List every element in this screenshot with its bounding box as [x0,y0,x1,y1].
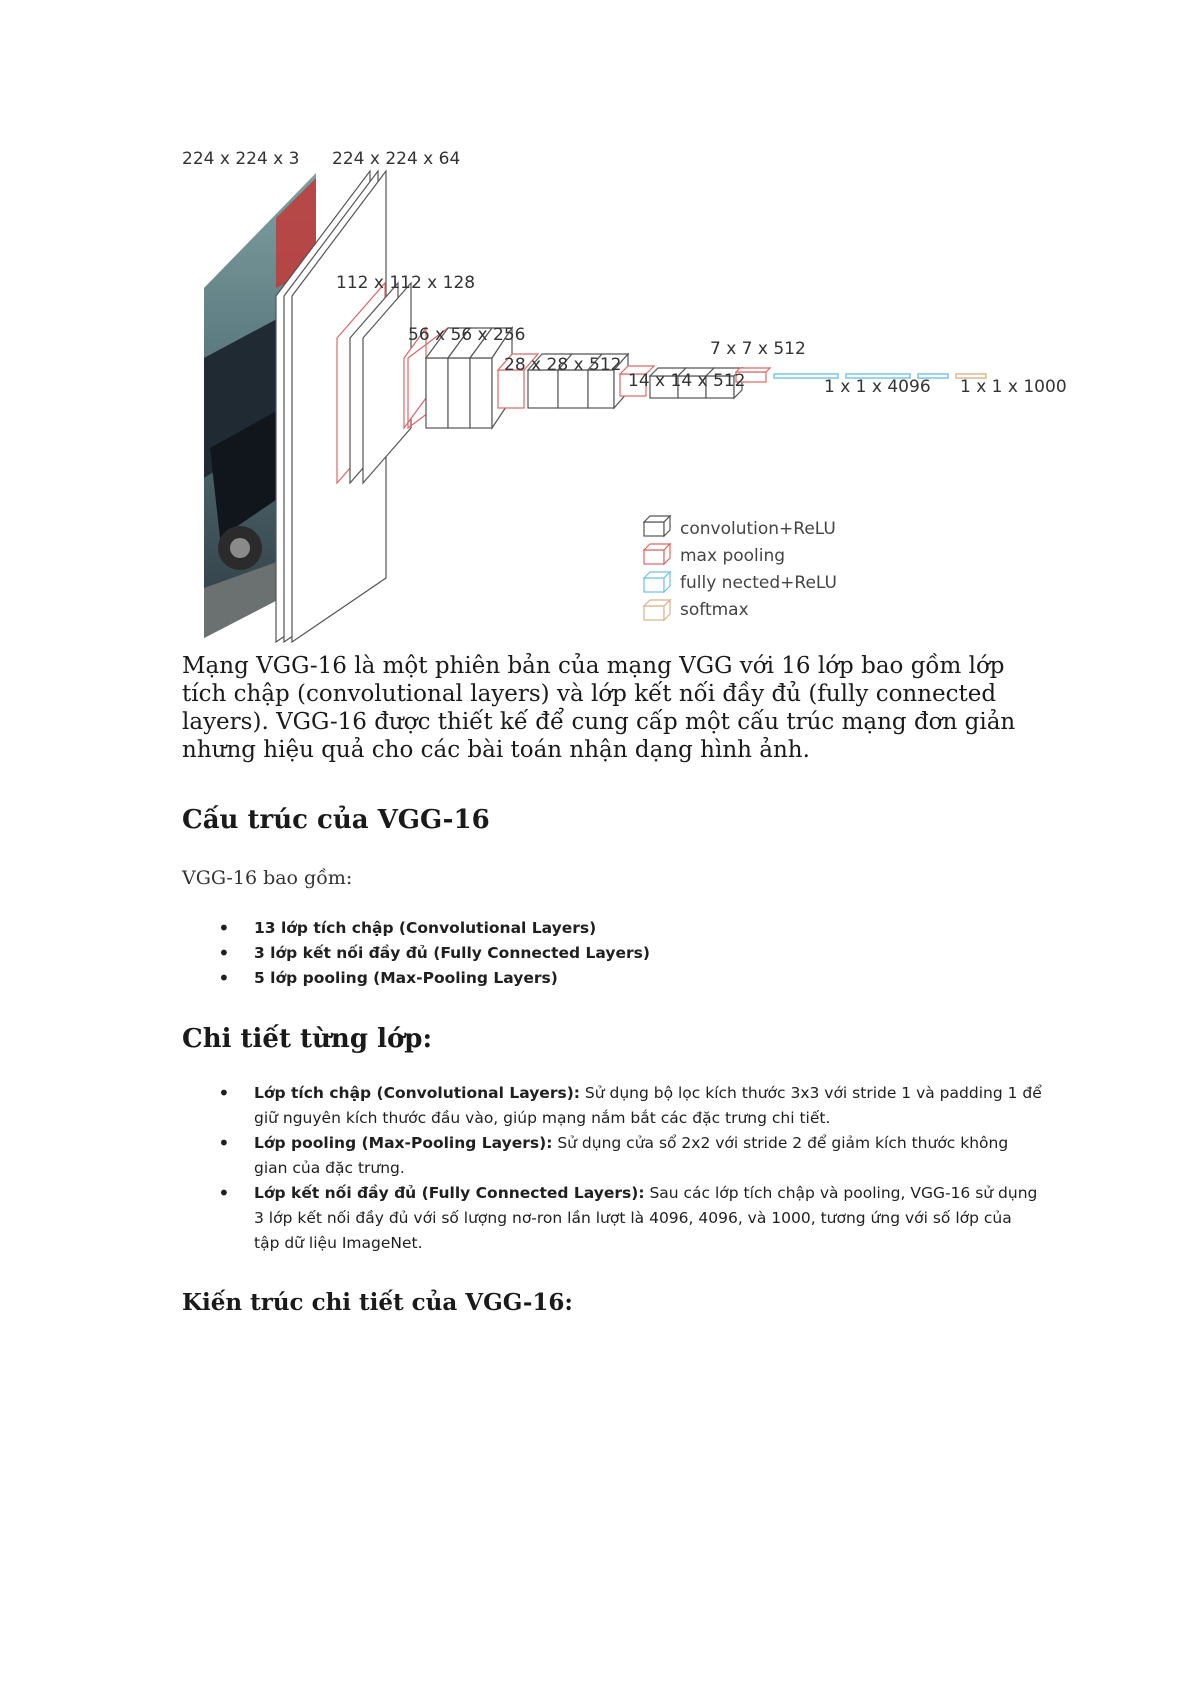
legend-conv-label: convolution+ReLU [680,519,836,539]
list-item: • Lớp tích chập (Convolutional Layers): Sử dụng bộ lọc kích thước 3x3 với stride 1 và padding 1 để giữ nguyên kích thước đầu vào, giúp mạng nắm bắt các đặc trưng chi tiết. [254,1081,1042,1131]
label-conv1: 224 x 224 x 64 [332,149,461,169]
vgg16-diagram [180,148,1080,644]
legend [644,516,837,620]
label-conv5: 14 x 14 x 512 [628,371,746,391]
layer-details-list [182,1081,1042,1256]
legend-pool-swatch [644,544,670,564]
heading-architecture: Kiến trúc chi tiết của VGG-16: [182,1289,573,1316]
legend-softmax-swatch [644,600,670,620]
label-fc: 1 x 1 x 4096 [824,377,931,397]
legend-fc-label: fully nected+ReLU [680,573,837,593]
list-item: • 13 lớp tích chập (Convolutional Layers) [254,916,1042,941]
label-conv2: 112 x 112 x 128 [336,273,476,293]
legend-pool-label: max pooling [680,546,786,566]
label-conv3: 56 x 56 x 256 [408,325,526,345]
vgg16-architecture-figure [180,148,1080,644]
structure-list [182,916,1042,991]
legend-softmax-label: softmax [680,600,749,620]
legend-fc-swatch [644,572,670,592]
heading-structure: Cấu trúc của VGG-16 [182,805,490,835]
intro-paragraph: Mạng VGG-16 là một phiên bản của mạng VGG với 16 lớp bao gồm lớp tích chập (convolutional layers) và lớp kết nối đầy đủ (fully connected layers). VGG-16 được thiết kế để cung cấp một cấu trúc mạng đơn giản nhưng hiệu quả cho các bài toán nhận dạng hình ảnh. [182,653,1016,763]
list-item: • 5 lớp pooling (Max-Pooling Layers) [254,966,1042,991]
legend-conv-swatch [644,516,670,536]
label-softmax: 1 x 1 x 1000 [960,377,1067,397]
label-input: 224 x 224 x 3 [182,149,300,169]
document-body [182,652,1042,1318]
list-item: • Lớp pooling (Max-Pooling Layers): Sử dụng cửa sổ 2x2 với stride 2 để giảm kích thước không gian của đặc trưng. [254,1131,1042,1181]
structure-intro: VGG-16 bao gồm: [182,867,353,889]
heading-layer-details: Chi tiết từng lớp: [182,1024,433,1054]
list-item: • Lớp kết nối đầy đủ (Fully Connected Layers): Sau các lớp tích chập và pooling, VGG-16 sử dụng 3 lớp kết nối đầy đủ với số lượng nơ-ron lần lượt là 4096, 4096, và 1000, tương ứng với số lớp của tập dữ liệu ImageNet. [254,1181,1042,1256]
label-conv4: 28 x 28 x 512 [504,355,622,375]
list-item: • 3 lớp kết nối đầy đủ (Fully Connected Layers) [254,941,1042,966]
label-pool5: 7 x 7 x 512 [710,339,806,359]
